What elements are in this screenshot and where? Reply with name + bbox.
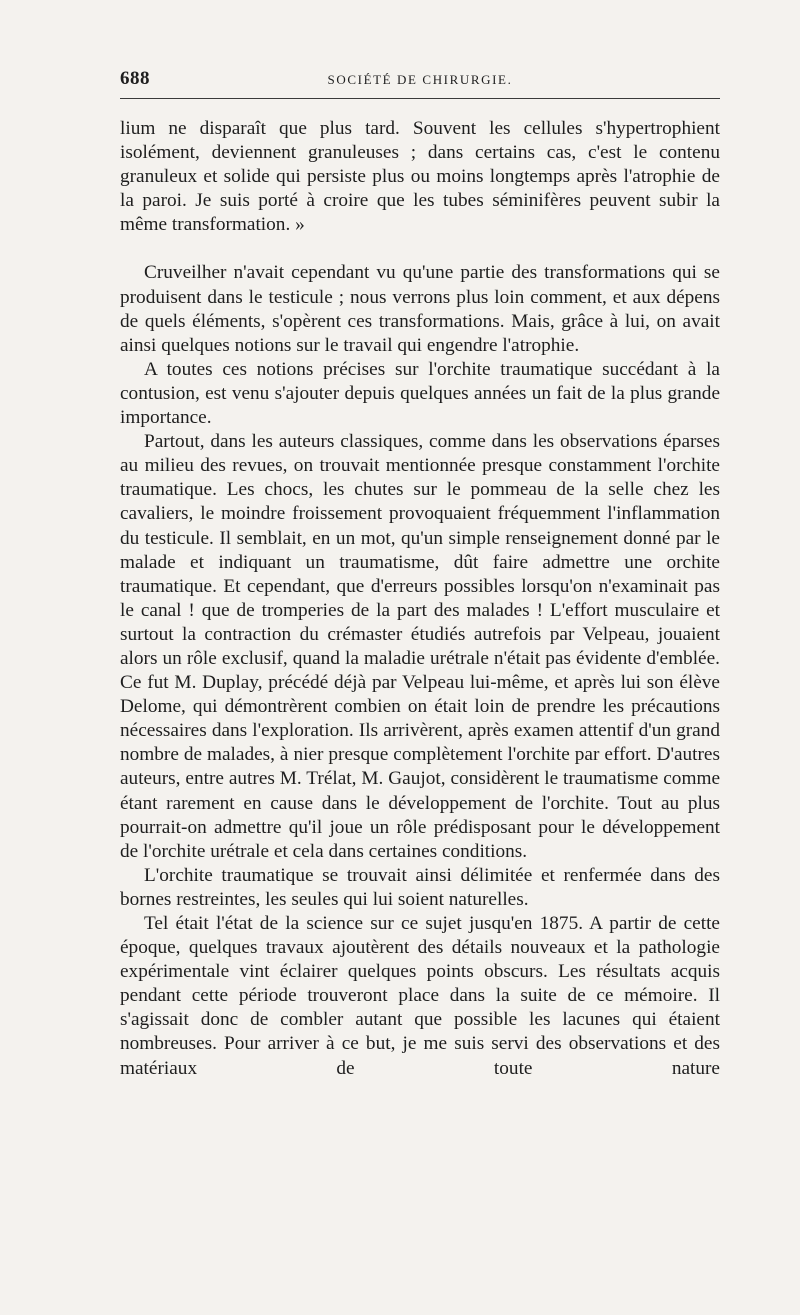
running-title: SOCIÉTÉ DE CHIRURGIE. <box>327 72 513 87</box>
header-rule <box>120 98 720 99</box>
paragraph-cruveilher: Cruveilher n'avait cependant vu qu'une partie des transformations qui se produisent dans le testicule ; nous verrons plus loin comment, et aux dépens de quels éléments, s'opèrent ces transformations. Mais, grâce à lui, on avait ainsi quelques notions sur le travail qui engendre l'atrophie. <box>120 262 720 356</box>
paragraph-continuation: lium ne disparaît que plus tard. Souvent les cellules s'hypertrophient isolément, deviennent granuleuses ; dans certains cas, c'est le contenu granuleux et solide qui persiste plus ou moins longtemps après l'atrophie de la paroi. Je suis porté à croire que les tubes séminifères peuvent subir la même transformation. » <box>120 118 720 236</box>
paragraph-delimitee: L'orchite traumatique se trouvait ainsi délimitée et renfermée dans des bornes restreintes, les seules qui lui soient naturelles. <box>120 864 720 910</box>
paragraph-notions: A toutes ces notions précises sur l'orchite traumatique succédant à la contusion, est venu s'ajouter depuis quelques années un fait de la plus grande importance. <box>120 358 720 429</box>
paragraph-etat-science: Tel était l'état de la science sur ce sujet jusqu'en 1875. A partir de cette époque, quelques travaux ajoutèrent des détails nouveaux et la pathologie expérimentale vint éclairer quelques points obscurs. Les résultats acquis pendant cette période trouveront place dans la suite de ce mémoire. Il s'agissait donc de combler autant que possible les lacunes qui étaient nombreuses. Pour arriver à ce but, je me suis servi des observations et des matériaux de toute nature <box>120 913 720 1079</box>
page-number: 688 <box>120 68 150 89</box>
page-header <box>120 68 720 94</box>
body-text <box>120 117 720 1081</box>
paragraph-partout: Partout, dans les auteurs classiques, comme dans les observations éparses au milieu des revues, on trouvait mentionnée presque constamment l'orchite traumatique. Les chocs, les chutes sur le pommeau de la selle chez les cavaliers, le moindre froissement provoquaient fréquemment l'inflammation du testicule. Il semblait, en un mot, qu'un simple renseignement donné par le malade et indiquant un traumatisme, dût faire admettre une orchite traumatique. Et cependant, que d'erreurs possibles lorsqu'on n'examinait pas le canal ! que de tromperies de la part des malades ! L'effort musculaire et surtout la contraction du crémaster étudiés autrefois par Velpeau, jouaient alors un rôle exclusif, quand la maladie urétrale n'était pas évidente d'emblée. Ce fut M. Duplay, précédé déjà par Velpeau lui-même, et après lui son élève Delome, qui démontrèrent combien on était loin de prendre les précautions nécessaires dans l'exploration. Ils arrivèrent, après examen attentif d'un grand nombre de malades, à nier presque complètement l'orchite par effort. D'autres auteurs, entre autres M. Trélat, M. Gaujot, considèrent le traumatisme comme étant rarement en cause dans le développement de l'orchite. Tout au plus pourrait-on admettre qu'il joue un rôle prédisposant pour le développement de l'orchite urétrale et cela dans certaines conditions. <box>120 431 720 862</box>
paragraph-gap <box>120 237 720 261</box>
